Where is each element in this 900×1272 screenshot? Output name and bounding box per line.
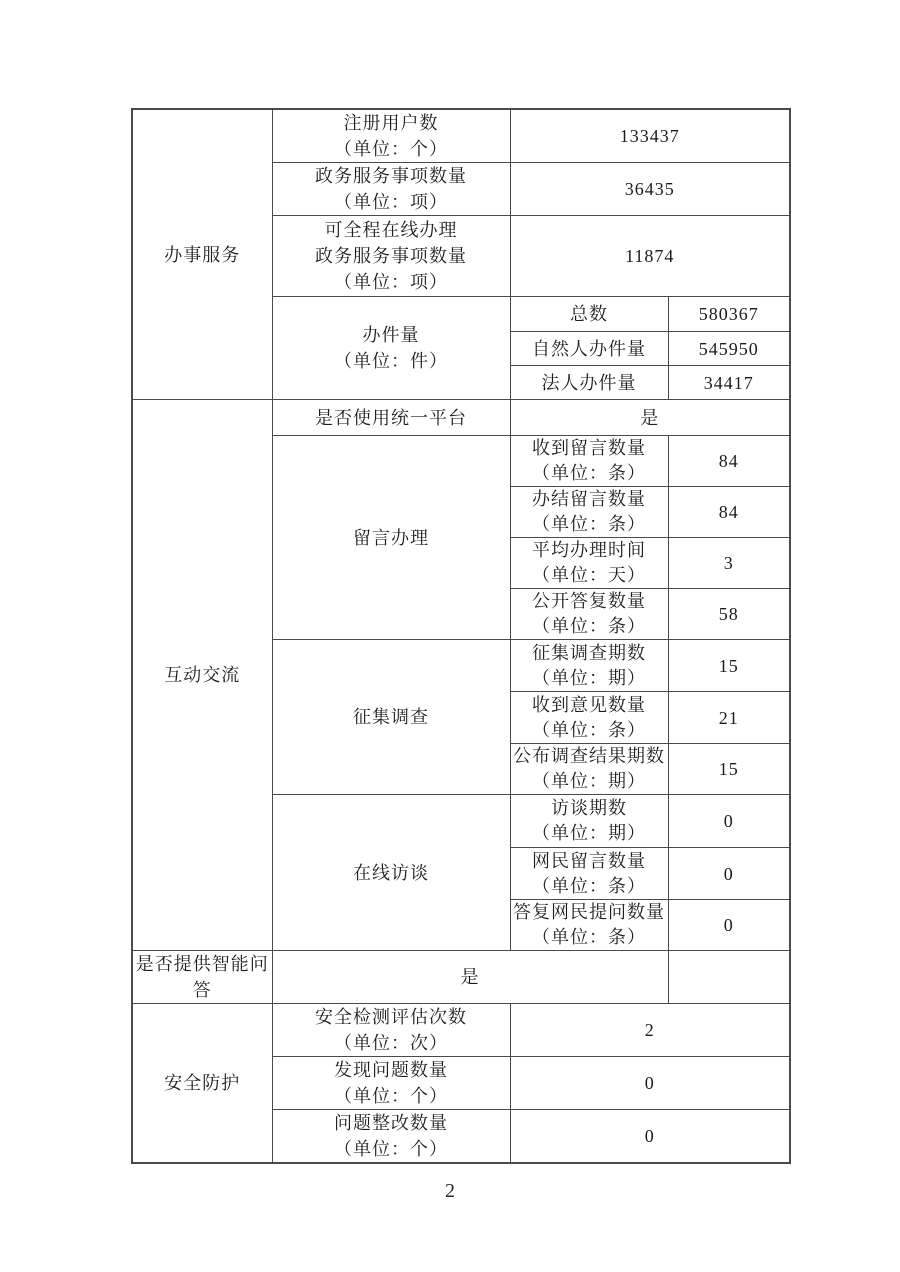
metric-value-netizen-replies: 0 (668, 900, 790, 951)
metric-unit-text: （单位：期） (532, 667, 646, 688)
metric-unit-text: （单位：项） (334, 272, 448, 292)
metric-value-smart-qa: 是 (272, 951, 668, 1004)
metric-value-avg-handling-time: 3 (668, 538, 790, 589)
metric-unit-text: （单位：个） (334, 1086, 448, 1106)
group-label-cases-handled (272, 297, 510, 400)
metric-label-messages-received (510, 436, 668, 487)
metric-unit-text: （单位：条） (532, 463, 646, 483)
metric-label-service-items (272, 163, 510, 216)
metric-unit-text: （单位：条） (532, 514, 646, 534)
metric-value-netizen-messages: 0 (668, 848, 790, 900)
metric-value-opinions-received: 21 (668, 692, 790, 744)
metric-value-total-cases: 580367 (668, 297, 790, 332)
metric-value-interview-periods: 0 (668, 795, 790, 848)
metric-label-text: 答复网民提问数量 (513, 902, 665, 922)
metric-label-unified-platform: 是否使用统一平台 (272, 400, 510, 436)
metric-label-legal-person-cases: 法人办件量 (510, 366, 668, 400)
metric-value-legal-person-cases: 34417 (668, 366, 790, 400)
metric-label-text: 收到意见数量 (532, 694, 646, 715)
metric-label-text: 网民留言数量 (532, 850, 646, 871)
metric-label-interview-periods (510, 795, 668, 848)
metric-label-messages-completed (510, 487, 668, 538)
metric-value-natural-person-cases: 545950 (668, 332, 790, 366)
metric-label-text: 访谈期数 (551, 798, 627, 818)
metric-unit-text: （单位：条） (532, 927, 646, 947)
category-cell-interaction: 互动交流 (132, 400, 272, 951)
metric-label-text: 公开答复数量 (532, 591, 646, 611)
page-number: 2 (445, 1180, 455, 1202)
metric-value-service-items: 36435 (510, 163, 790, 216)
metric-value-survey-periods: 15 (668, 640, 790, 692)
metric-value-survey-results-published: 15 (668, 744, 790, 795)
group-unit-text: （单位：件） (334, 351, 448, 371)
metric-value-messages-completed: 84 (668, 487, 790, 538)
metric-label-problems-found (272, 1057, 510, 1110)
metric-label-online-service-items (272, 216, 510, 297)
metric-label-opinions-received (510, 692, 668, 744)
metric-label-text: 办结留言数量 (532, 489, 646, 509)
metric-value-messages-received: 84 (668, 436, 790, 487)
metric-value-registered-users: 133437 (510, 109, 790, 163)
metric-label-total-cases: 总数 (510, 297, 668, 332)
group-label-message-handling: 留言办理 (272, 436, 510, 640)
metric-unit-text: （单位：天） (532, 565, 646, 585)
metric-unit-text: （单位：次） (334, 1033, 448, 1053)
metric-label-text: 收到留言数量 (532, 438, 646, 458)
metric-label-smart-qa: 是否提供智能问答 (132, 951, 272, 1004)
metric-unit-text: （单位：个） (334, 1139, 448, 1159)
metric-label-survey-periods (510, 640, 668, 692)
metric-label-netizen-messages (510, 848, 668, 900)
metric-label-text: 可全程在线办理 (324, 220, 458, 240)
metric-label-problems-rectified (272, 1110, 510, 1164)
metric-unit-text: （单位：个） (334, 139, 448, 159)
metric-unit-text: （单位：条） (532, 616, 646, 636)
metric-value-problems-rectified: 0 (510, 1110, 790, 1164)
metric-unit-text: （单位：条） (532, 875, 646, 896)
gov-service-report-table (131, 108, 791, 1164)
metric-label-text: 安全检测评估次数 (315, 1007, 467, 1027)
metric-label-text: 公布调查结果期数 (513, 746, 665, 766)
group-label-text: 办件量 (362, 325, 420, 345)
metric-unit-text: （单位：期） (532, 823, 646, 843)
metric-value-unified-platform: 是 (510, 400, 790, 436)
metric-value-problems-found: 0 (510, 1057, 790, 1110)
metric-label-text: 政务服务事项数量 (315, 166, 467, 186)
metric-label-text: 征集调查期数 (532, 642, 646, 663)
metric-label-avg-handling-time (510, 538, 668, 589)
metric-value-online-service-items: 11874 (510, 216, 790, 297)
metric-label-survey-results-published (510, 744, 668, 795)
metric-value-public-replies: 58 (668, 589, 790, 640)
metric-label-registered-users (272, 109, 510, 163)
metric-unit-text: （单位：期） (532, 771, 646, 791)
metric-label-text: 发现问题数量 (334, 1060, 448, 1080)
metric-label-security-assessments (272, 1004, 510, 1057)
metric-unit-text: （单位：条） (532, 719, 646, 740)
metric-label-natural-person-cases: 自然人办件量 (510, 332, 668, 366)
group-label-interviews: 在线访谈 (272, 795, 510, 951)
metric-label-text: 注册用户数 (343, 113, 439, 133)
group-label-surveys: 征集调查 (272, 640, 510, 795)
category-cell-security: 安全防护 (132, 1004, 272, 1164)
category-cell-office-services: 办事服务 (132, 109, 272, 400)
metric-label-text: 问题整改数量 (334, 1113, 448, 1133)
metric-label-text: 政务服务事项数量 (315, 246, 467, 266)
metric-unit-text: （单位：项） (334, 192, 448, 212)
metric-value-security-assessments: 2 (510, 1004, 790, 1057)
metric-label-text: 平均办理时间 (532, 540, 646, 560)
metric-label-public-replies (510, 589, 668, 640)
metric-label-netizen-replies (510, 900, 668, 951)
